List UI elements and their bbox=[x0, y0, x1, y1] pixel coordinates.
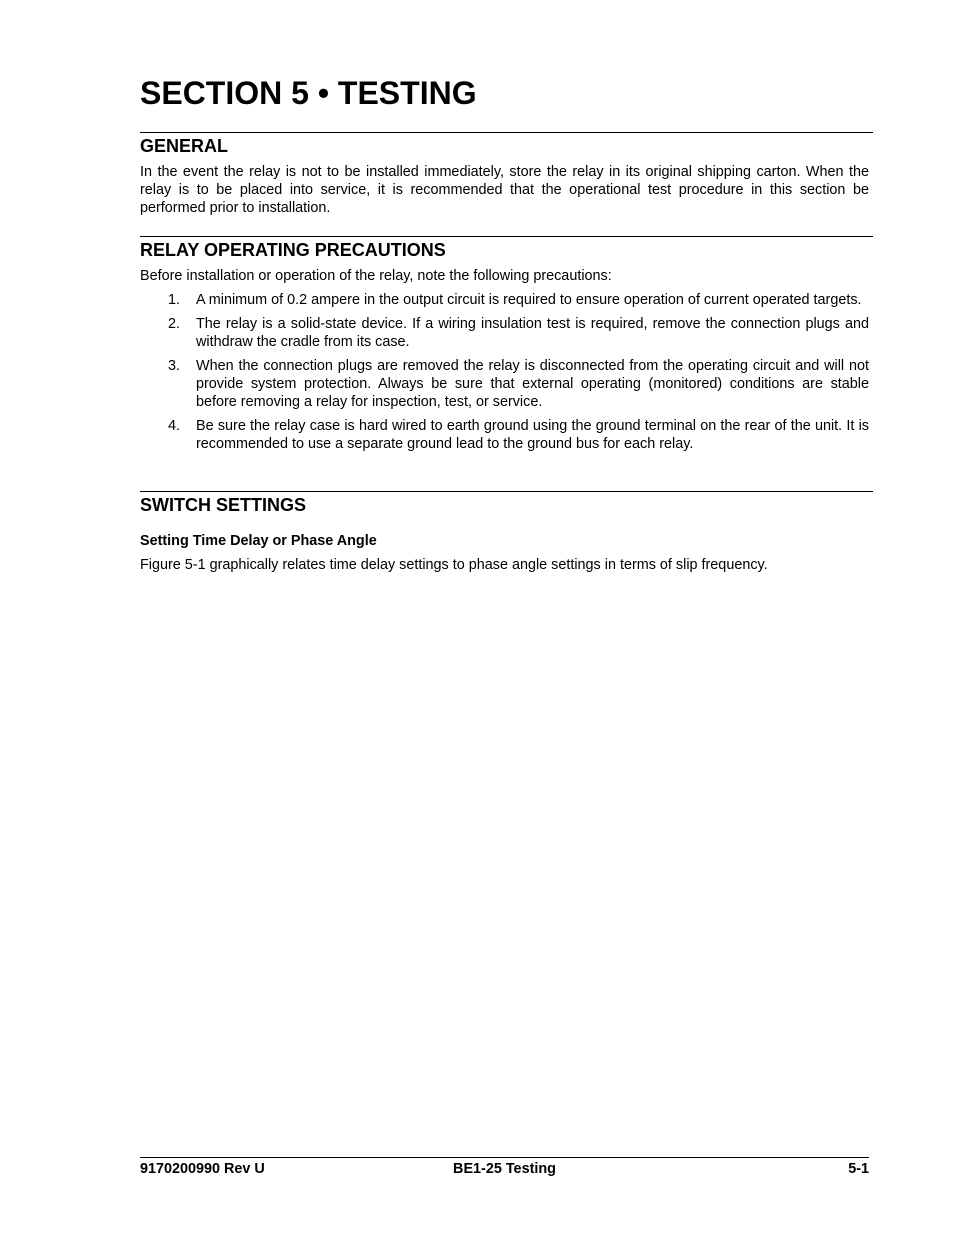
list-item bbox=[140, 357, 869, 411]
footer-page-number: 5-1 bbox=[848, 1161, 869, 1177]
list-item-text: The relay is a solid-state device. If a wiring insulation test is required, remove the connection plugs and withdraw the cradle from its case. bbox=[196, 316, 869, 350]
list-item bbox=[140, 417, 869, 453]
section-heading-general: GENERAL bbox=[140, 136, 229, 156]
list-item bbox=[140, 315, 869, 351]
section-divider bbox=[140, 132, 873, 133]
section-heading-switch-settings: SWITCH SETTINGS bbox=[140, 495, 306, 515]
section-divider bbox=[140, 491, 873, 492]
footer-part-number: 9170200990 Rev U bbox=[140, 1161, 265, 1177]
precautions-intro: Before installation or operation of the relay, note the following precautions: bbox=[140, 268, 612, 284]
list-item-text: A minimum of 0.2 ampere in the output circuit is required to ensure operation of current operated targets. bbox=[196, 292, 862, 308]
footer-divider bbox=[140, 1157, 869, 1158]
footer-document-title: BE1-25 Testing bbox=[453, 1161, 556, 1177]
section-heading-precautions: RELAY OPERATING PRECAUTIONS bbox=[140, 240, 446, 260]
general-paragraph: In the event the relay is not to be installed immediately, store the relay in its original shipping carton. When the relay is to be placed into service, it is recommended that the operational test procedure in this section be performed prior to installation. bbox=[140, 164, 869, 216]
subsection-heading: Setting Time Delay or Phase Angle bbox=[140, 533, 377, 549]
precautions-list bbox=[140, 291, 869, 459]
list-item-number: 2. bbox=[168, 316, 181, 332]
list-item-number: 3. bbox=[168, 358, 181, 374]
page-title: SECTION 5 • TESTING bbox=[140, 75, 477, 111]
list-item-number: 4. bbox=[168, 418, 181, 434]
list-item-text: Be sure the relay case is hard wired to earth ground using the ground terminal on the rear of the unit. It is recommended to use a separate ground lead to the ground bus for each relay. bbox=[196, 418, 869, 452]
switch-settings-paragraph: Figure 5-1 graphically relates time delay settings to phase angle settings in terms of slip frequency. bbox=[140, 557, 768, 573]
section-divider bbox=[140, 236, 873, 237]
list-item-number: 1. bbox=[168, 292, 181, 308]
list-item-text: When the connection plugs are removed the relay is disconnected from the operating circuit and will not provide system protection. Always be sure that external operating (monitored) conditions are stable before removing a relay for inspection, test, or service. bbox=[196, 358, 869, 410]
list-item bbox=[140, 291, 869, 309]
page-footer bbox=[140, 1160, 869, 1178]
